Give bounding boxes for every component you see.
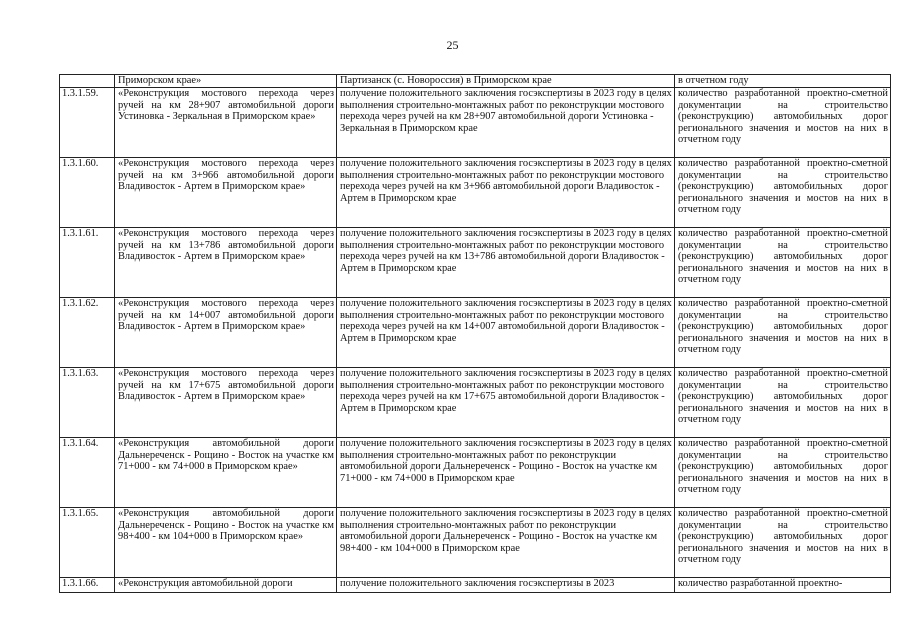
- table-row: [60, 368, 891, 438]
- continuation-row: [60, 75, 891, 88]
- event-cell: получение положительного заключения госэкспертизы в 2023 году в целях выполнения строительно-монтажных работ по реконструкции автомобильной дороги Дальнереченск - Рощино - Восток на участке км 71+000 - км 74+000 в Приморском крае: [337, 438, 675, 508]
- row-number: 1.3.1.61.: [60, 228, 115, 298]
- indicator-cell: количество разработанной проектно-сметной документации на строительство (реконструкцию) автомобильных дорог регионального значения и мостов на них в отчетном году: [675, 88, 891, 158]
- indicator-cell: количество разработанной проектно-сметной документации на строительство (реконструкцию) автомобильных дорог регионального значения и мостов на них в отчетном году: [675, 508, 891, 578]
- event-cell: получение положительного заключения госэкспертизы в 2023 году в целях выполнения строительно-монтажных работ по реконструкции мостового перехода через ручей на км 3+966 автомобильной дороги Владивосток - Артем в Приморском крае: [337, 158, 675, 228]
- object-cell: «Реконструкция мостового перехода через ручей на км 28+907 автомобильной дороги Устиновка - Зеркальная в Приморском крае»: [115, 88, 337, 158]
- object-cell: «Реконструкция мостового перехода через ручей на км 17+675 автомобильной дороги Владивосток - Артем в Приморском крае»: [115, 368, 337, 438]
- indicator-cell: количество разработанной проектно-сметной документации на строительство (реконструкцию) автомобильных дорог регионального значения и мостов на них в отчетном году: [675, 158, 891, 228]
- row-number: 1.3.1.66.: [60, 578, 115, 593]
- continuation-indicator-cell: в отчетном году: [675, 75, 891, 88]
- event-cell: получение положительного заключения госэкспертизы в 2023 году в целях выполнения строительно-монтажных работ по реконструкции мостового перехода через ручей на км 13+786 автомобильной дороги Владивосток - Артем в Приморском крае: [337, 228, 675, 298]
- row-number: 1.3.1.60.: [60, 158, 115, 228]
- table-row: [60, 228, 891, 298]
- object-cell: «Реконструкция автомобильной дороги: [115, 578, 337, 593]
- table-row: [60, 298, 891, 368]
- partial-row: [60, 578, 891, 593]
- event-cell: получение положительного заключения госэкспертизы в 2023 году в целях выполнения строительно-монтажных работ по реконструкции мостового перехода через ручей на км 17+675 автомобильной дороги Владивосток - Артем в Приморском крае: [337, 368, 675, 438]
- event-cell: получение положительного заключения госэкспертизы в 2023 году в целях выполнения строительно-монтажных работ по реконструкции автомобильной дороги Дальнереченск - Рощино - Восток на участке км 98+400 - км 104+000 в Приморском крае: [337, 508, 675, 578]
- row-number: 1.3.1.59.: [60, 88, 115, 158]
- row-number: 1.3.1.62.: [60, 298, 115, 368]
- indicator-cell: количество разработанной проектно-сметной документации на строительство (реконструкцию) автомобильных дорог регионального значения и мостов на них в отчетном году: [675, 228, 891, 298]
- indicator-cell: количество разработанной проектно-сметной документации на строительство (реконструкцию) автомобильных дорог регионального значения и мостов на них в отчетном году: [675, 368, 891, 438]
- object-cell: «Реконструкция автомобильной дороги Дальнереченск - Рощино - Восток на участке км 98+400 - км 104+000 в Приморском крае»: [115, 508, 337, 578]
- measures-table: [59, 74, 891, 593]
- page-number: 25: [446, 38, 459, 52]
- object-cell: «Реконструкция мостового перехода через ручей на км 14+007 автомобильной дороги Владивосток - Артем в Приморском крае»: [115, 298, 337, 368]
- table-body: [60, 75, 891, 593]
- table-row: [60, 438, 891, 508]
- object-cell: «Реконструкция мостового перехода через ручей на км 3+966 автомобильной дороги Владивосток - Артем в Приморском крае»: [115, 158, 337, 228]
- continuation-num-cell: [60, 75, 115, 88]
- row-number: 1.3.1.63.: [60, 368, 115, 438]
- event-cell: получение положительного заключения госэкспертизы в 2023 году в целях выполнения строительно-монтажных работ по реконструкции мостового перехода через ручей на км 14+007 автомобильной дороги Владивосток - Артем в Приморском крае: [337, 298, 675, 368]
- object-cell: «Реконструкция автомобильной дороги Дальнереченск - Рощино - Восток на участке км 71+000 - км 74+000 в Приморском крае»: [115, 438, 337, 508]
- event-cell: получение положительного заключения госэкспертизы в 2023 году в целях выполнения строительно-монтажных работ по реконструкции мостового перехода через ручей на км 28+907 автомобильной дороги Устиновка - Зеркальная в Приморском крае: [337, 88, 675, 158]
- indicator-cell: количество разработанной проектно-сметной документации на строительство (реконструкцию) автомобильных дорог регионального значения и мостов на них в отчетном году: [675, 298, 891, 368]
- indicator-cell: количество разработанной проектно-: [675, 578, 891, 593]
- table-row: [60, 158, 891, 228]
- object-cell: «Реконструкция мостового перехода через ручей на км 13+786 автомобильной дороги Владивосток - Артем в Приморском крае»: [115, 228, 337, 298]
- row-number: 1.3.1.65.: [60, 508, 115, 578]
- indicator-cell: количество разработанной проектно-сметной документации на строительство (реконструкцию) автомобильных дорог регионального значения и мостов на них в отчетном году: [675, 438, 891, 508]
- continuation-event-cell: Партизанск (с. Новороссия) в Приморском крае: [337, 75, 675, 88]
- table-row: [60, 88, 891, 158]
- continuation-object-cell: Приморском крае»: [115, 75, 337, 88]
- row-number: 1.3.1.64.: [60, 438, 115, 508]
- event-cell: получение положительного заключения госэкспертизы в 2023: [337, 578, 675, 593]
- table-row: [60, 508, 891, 578]
